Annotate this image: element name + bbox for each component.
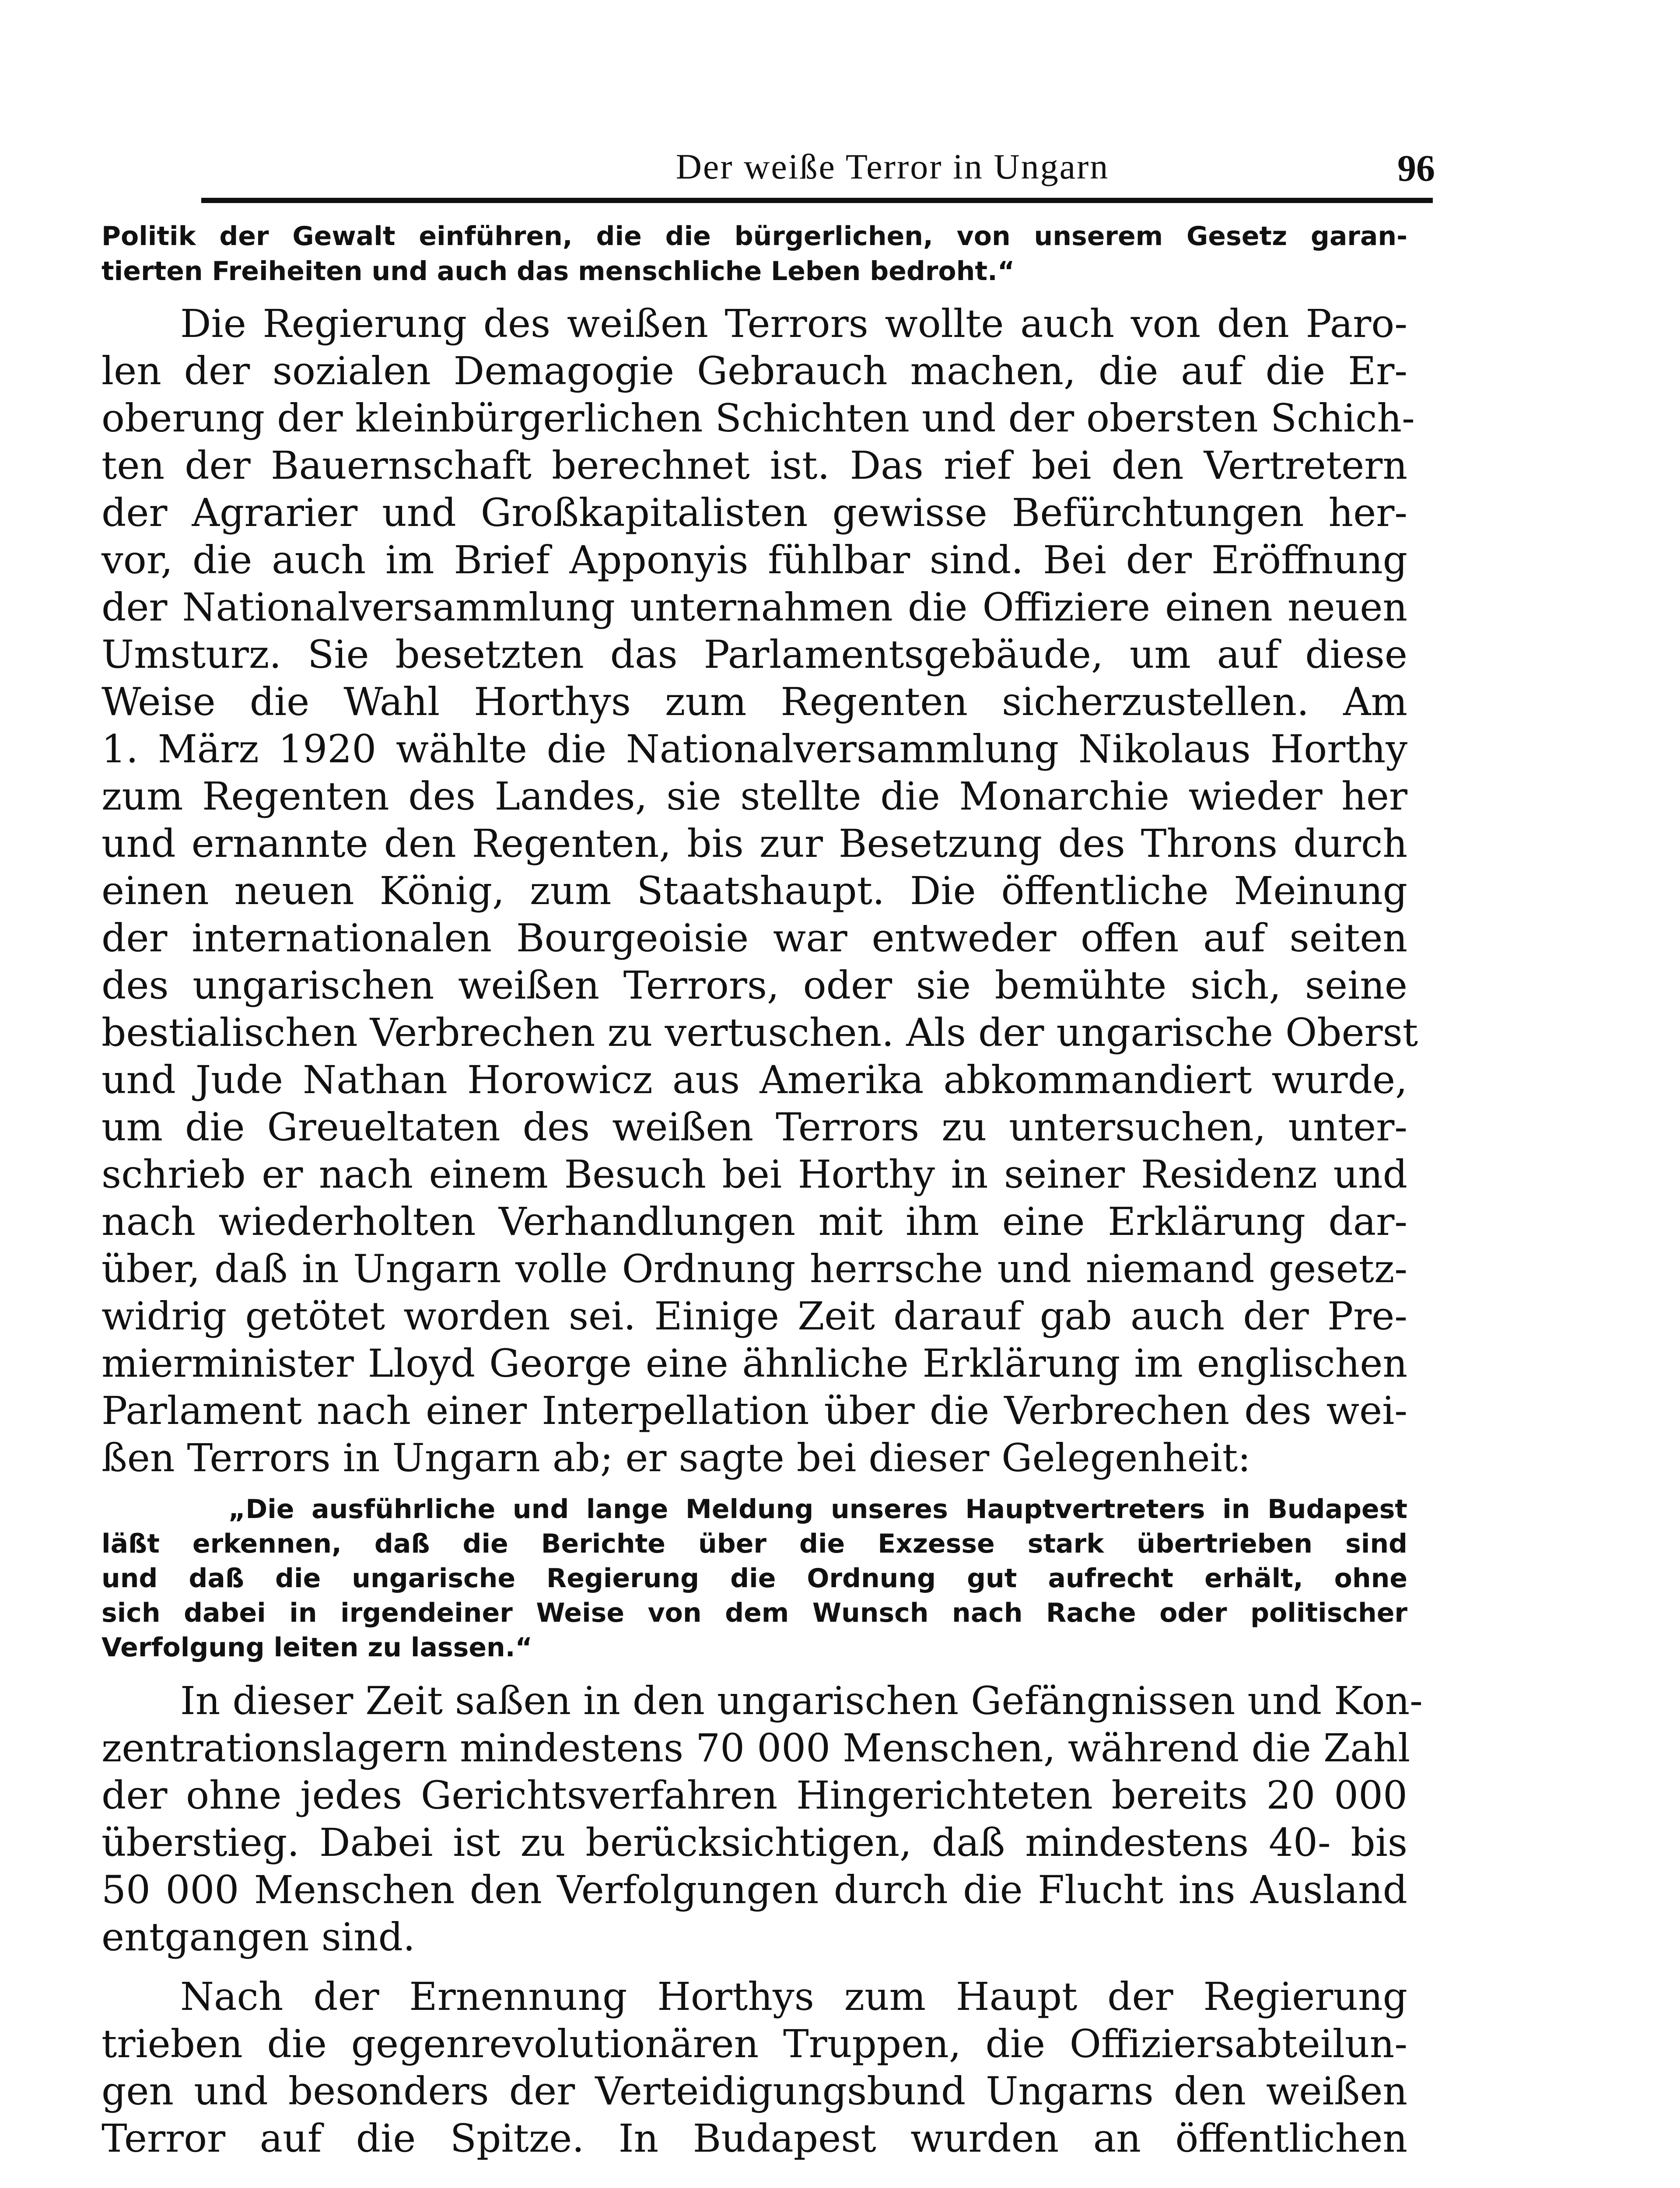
- text-line: Parlament nach einer Interpellation über die Verbrechen des wei-: [102, 1388, 1407, 1433]
- page-number: 96: [1397, 147, 1435, 189]
- text-line: Nach der Ernennung Horthys zum Haupt der Regierung: [180, 1974, 1407, 2019]
- text-line: mierminister Lloyd George eine ähnliche Erklärung im englischen: [102, 1341, 1407, 1386]
- text-line: vor, die auch im Brief Apponyis fühlbar sind. Bei der Eröffnung: [102, 537, 1407, 582]
- text-line: „Die ausführliche und lange Meldung unseres Hauptvertreters in Budapest: [228, 1494, 1407, 1525]
- text-line: 1. März 1920 wählte die Nationalversammlung Nikolaus Horthy: [102, 726, 1407, 771]
- text-line: des ungarischen weißen Terrors, oder sie bemühte sich, seine: [102, 963, 1407, 1008]
- text-line: einen neuen König, zum Staatshaupt. Die öffentliche Meinung: [102, 868, 1407, 913]
- text-line: Umsturz. Sie besetzten das Parlamentsgebäude, um auf diese: [102, 632, 1407, 677]
- block-quote: [102, 1492, 1407, 1665]
- text-line: sich dabei in irgendeiner Weise von dem Wunsch nach Rache oder politischer: [102, 1598, 1407, 1628]
- text-line: trieben die gegenrevolutionären Truppen, die Offiziersabteilun-: [102, 2021, 1407, 2066]
- text-line: und daß die ungarische Regierung die Ordnung gut aufrecht erhält, ohne: [102, 1563, 1407, 1594]
- paragraph: [102, 1973, 1407, 2162]
- text-line: läßt erkennen, daß die Berichte über die Exzesse stark übertrieben sind: [102, 1529, 1407, 1559]
- text-line: zum Regenten des Landes, sie stellte die Monarchie wieder her: [102, 774, 1407, 819]
- text-line: tierten Freiheiten und auch das menschliche Leben bedroht.“: [102, 256, 1015, 287]
- body-text: [102, 219, 1423, 2162]
- header-rule: [201, 198, 1433, 203]
- text-line: len der sozialen Demagogie Gebrauch machen, die auf die Er-: [102, 348, 1407, 393]
- text-line: über, daß in Ungarn volle Ordnung herrsche und niemand gesetz-: [102, 1246, 1407, 1291]
- text-line: gen und besonders der Verteidigungsbund Ungarns den weißen: [102, 2069, 1407, 2114]
- text-line: zentrationslagern mindestens 70 000 Menschen, während die Zahl: [102, 1725, 1410, 1771]
- paragraph: [102, 1677, 1423, 1961]
- text-line: oberung der kleinbürgerlichen Schichten und der obersten Schich-: [102, 396, 1415, 441]
- text-line: Politik der Gewalt einführen, die die bürgerlichen, von unserem Gesetz garan-: [102, 221, 1407, 252]
- text-line: der Agrarier und Großkapitalisten gewisse Befürchtungen her-: [102, 490, 1407, 535]
- running-title: Der weiße Terror in Ungarn: [676, 147, 1110, 186]
- text-line: der ohne jedes Gerichtsverfahren Hingerichteten bereits 20 000: [102, 1773, 1407, 1818]
- text-line: überstieg. Dabei ist zu berücksichtigen, daß mindestens 40- bis: [102, 1820, 1407, 1865]
- text-line: und Jude Nathan Horowicz aus Amerika abkommandiert wurde,: [102, 1057, 1407, 1102]
- text-line: Terror auf die Spitze. In Budapest wurden an öffentlichen: [102, 2116, 1407, 2161]
- text-line: bestialischen Verbrechen zu vertuschen. Als der ungarische Oberst: [102, 1010, 1418, 1055]
- text-line: schrieb er nach einem Besuch bei Horthy in seiner Residenz und: [102, 1152, 1407, 1197]
- paragraph: [102, 300, 1418, 1482]
- text-line: Verfolgung leiten zu lassen.“: [102, 1632, 532, 1663]
- text-line: um die Greueltaten des weißen Terrors zu untersuchen, unter-: [102, 1105, 1407, 1150]
- running-header: [214, 146, 1435, 194]
- text-line: nach wiederholten Verhandlungen mit ihm eine Erklärung dar-: [102, 1199, 1407, 1244]
- text-line: entgangen sind.: [102, 1914, 415, 1960]
- quote-continuation: [102, 219, 1407, 289]
- text-line: und ernannte den Regenten, bis zur Besetzung des Throns durch: [102, 821, 1407, 866]
- text-line: ßen Terrors in Ungarn ab; er sagte bei dieser Gelegenheit:: [102, 1435, 1251, 1480]
- text-line: In dieser Zeit saßen in den ungarischen Gefängnissen und Kon-: [180, 1678, 1423, 1723]
- text-line: Die Regierung des weißen Terrors wollte auch von den Paro-: [180, 301, 1407, 346]
- text-line: widrig getötet worden sei. Einige Zeit darauf gab auch der Pre-: [102, 1294, 1407, 1339]
- text-line: der internationalen Bourgeoisie war entweder offen auf seiten: [102, 915, 1407, 961]
- text-line: Weise die Wahl Horthys zum Regenten sicherzustellen. Am: [102, 679, 1407, 724]
- text-line: ten der Bauernschaft berechnet ist. Das rief bei den Vertretern: [102, 443, 1407, 488]
- text-line: 50 000 Menschen den Verfolgungen durch die Flucht ins Ausland: [102, 1867, 1407, 1912]
- text-line: der Nationalversammlung unternahmen die Offiziere einen neuen: [102, 585, 1407, 630]
